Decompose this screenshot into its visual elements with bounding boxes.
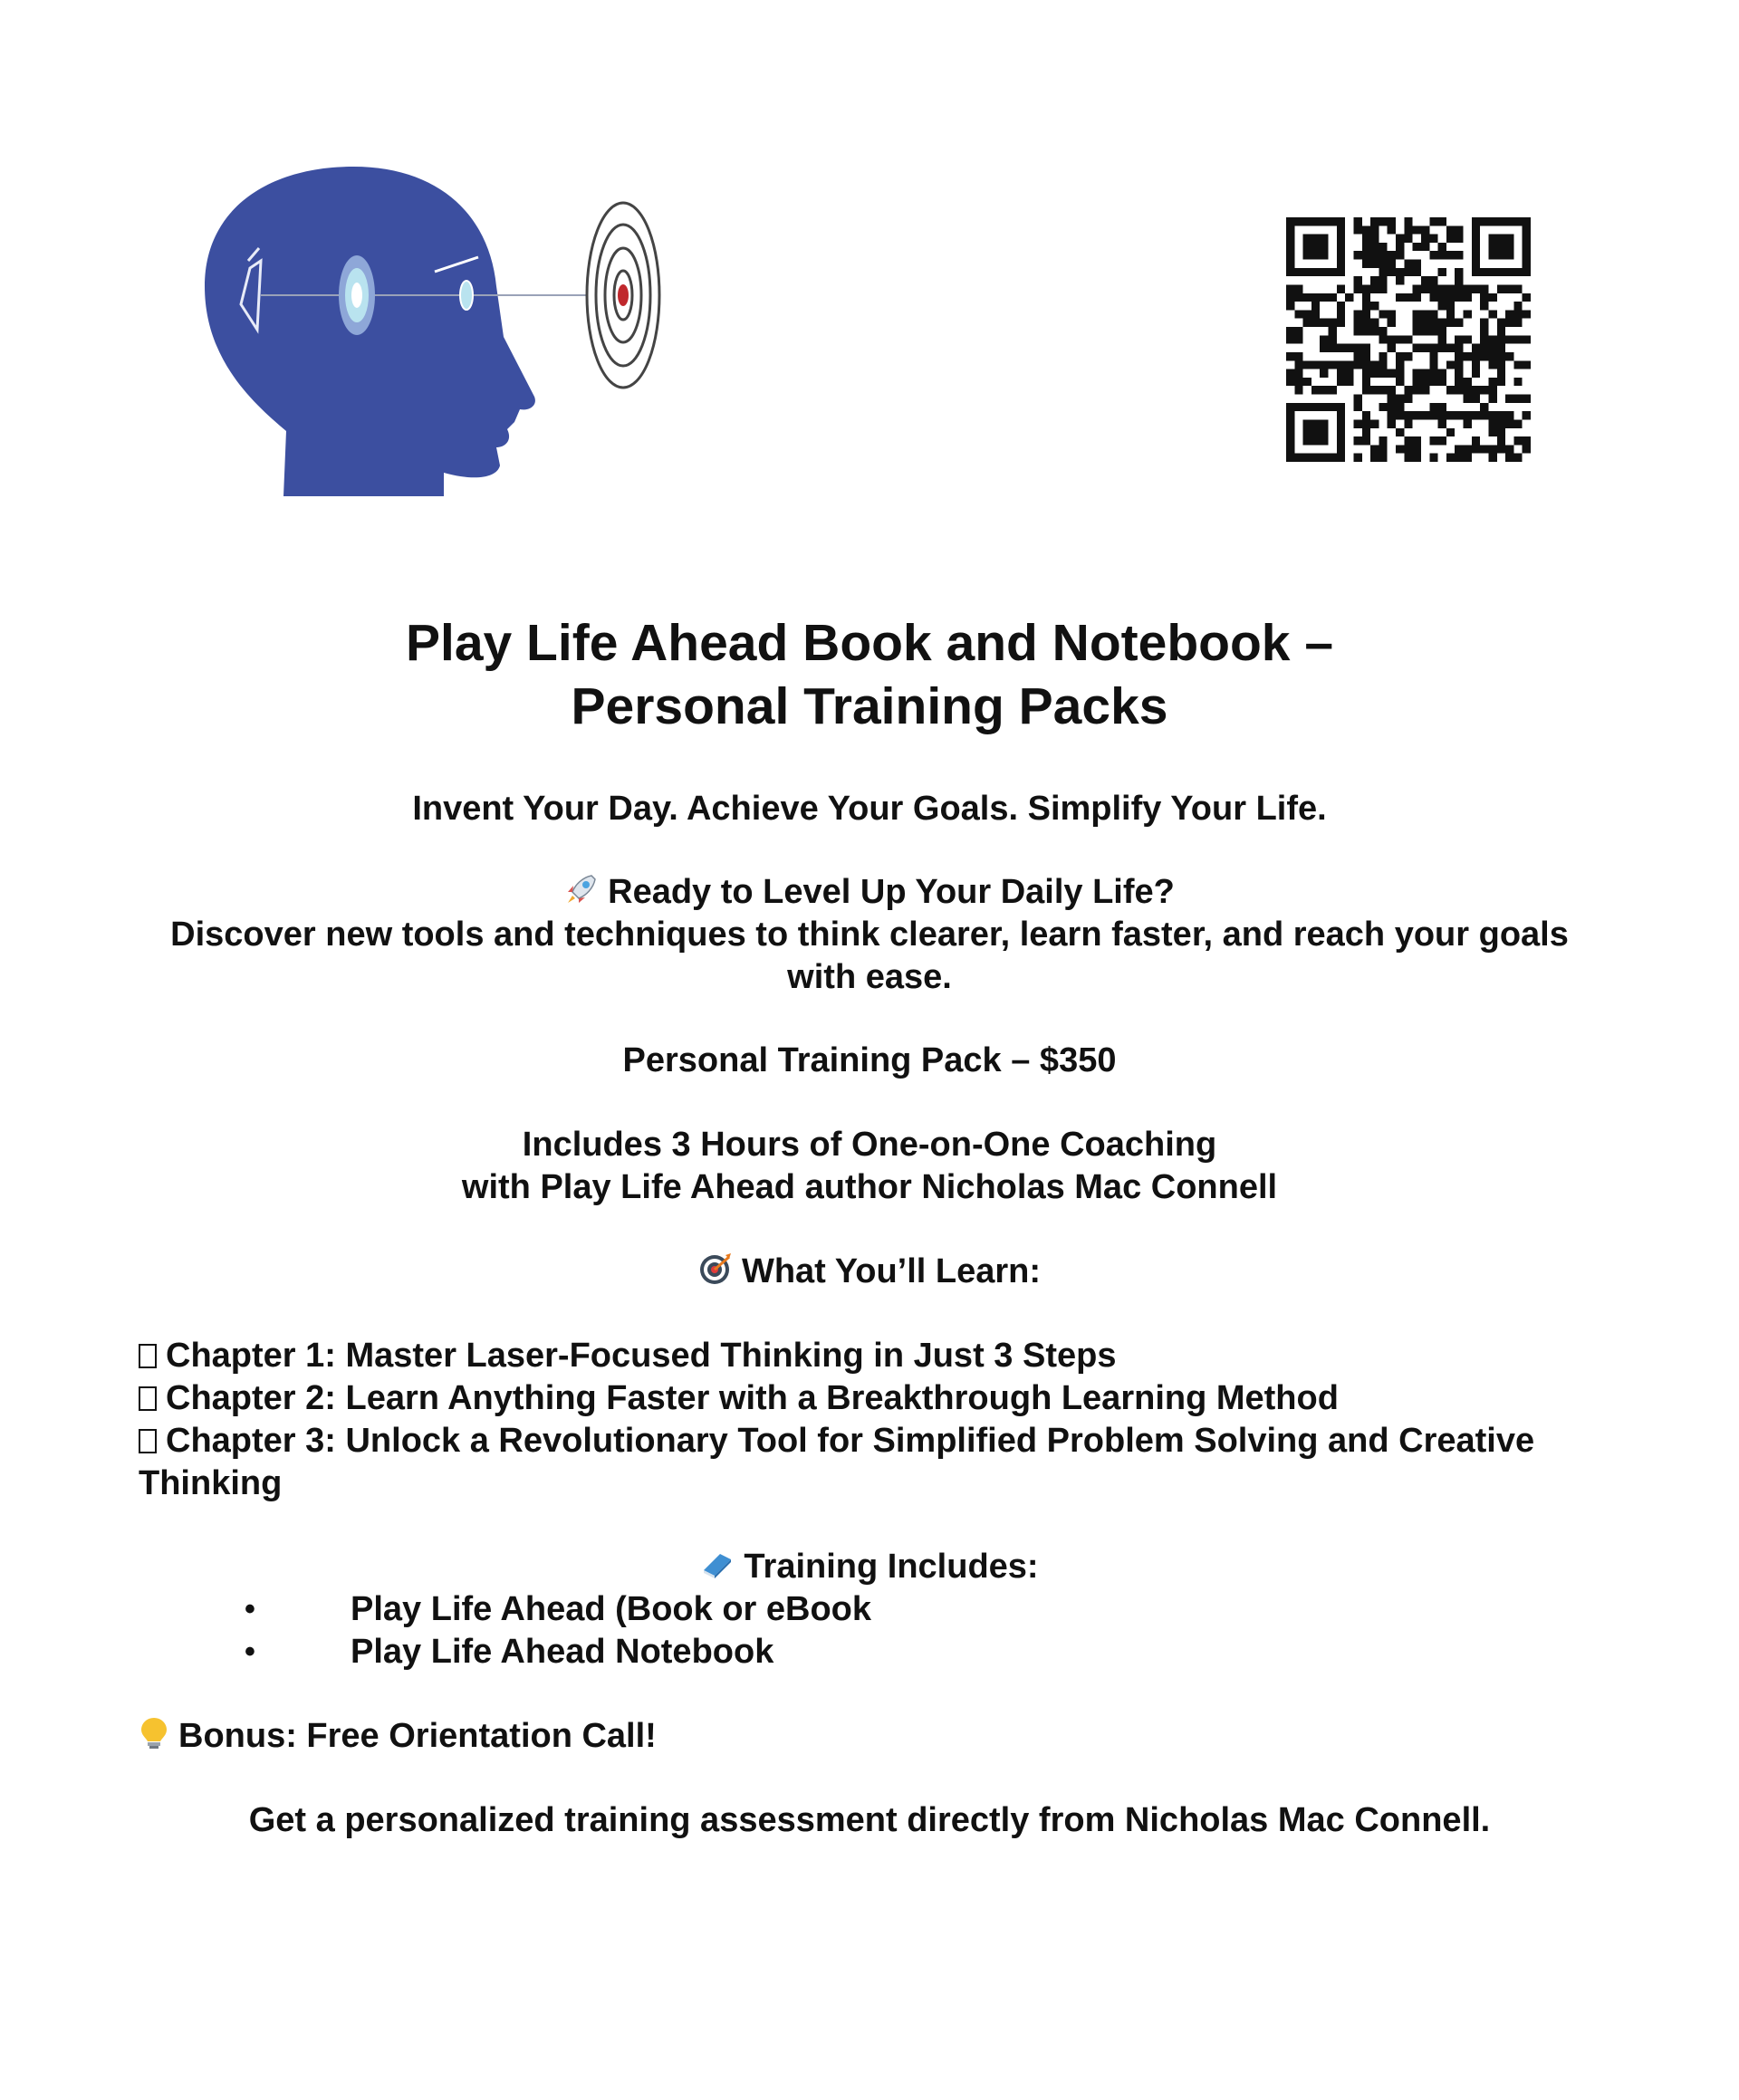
rocket-icon (564, 872, 599, 906)
chapter-text: Chapter 1: Master Laser-Focused Thinking in Just 3 Steps (166, 1337, 1117, 1375)
dart-target-icon (698, 1251, 733, 1286)
training-item-text: Play Life Ahead Notebook (351, 1633, 774, 1671)
chapter-text: Chapter 3: Unlock a Revolutionary Tool for Simplified Problem Solving and Creative (166, 1422, 1535, 1460)
qr-code-icon[interactable] (1286, 217, 1531, 462)
ready-heading-text: Ready to Level Up Your Daily Life? (608, 873, 1175, 911)
ready-body-line-2: with ease. (787, 958, 952, 996)
chapter-item (139, 1420, 1606, 1462)
chapter-item (139, 1335, 1606, 1377)
title-line-1: Play Life Ahead Book and Notebook – (405, 614, 1334, 672)
learn-heading-text: What You’ll Learn: (741, 1252, 1042, 1290)
bonus-heading-text: Bonus: Free Orientation Call! (178, 1717, 657, 1755)
includes-line-1: Includes 3 Hours of One-on-One Coaching (522, 1126, 1217, 1164)
assessment-line: Get a personalized training assessment directly from Nicholas Mac Connell. (248, 1801, 1491, 1839)
missing-glyph-box-icon (139, 1344, 157, 1368)
training-heading-text: Training Includes: (744, 1548, 1039, 1586)
title-line-2: Personal Training Packs (571, 677, 1168, 735)
book-icon (700, 1547, 735, 1581)
missing-glyph-box-icon (139, 1429, 157, 1453)
ready-body-line-1: Discover new tools and techniques to think clearer, learn faster, and reach your goals (170, 916, 1569, 954)
training-heading (136, 1546, 1603, 1588)
pack-price: Personal Training Pack – $350 (622, 1041, 1117, 1079)
chapter-list (139, 1335, 1606, 1505)
head-target-logo-icon (197, 159, 687, 502)
chapter-item (139, 1377, 1606, 1420)
bullet-icon: • (245, 1592, 255, 1626)
chapter-text: Chapter 2: Learn Anything Faster with a Breakthrough Learning Method (166, 1379, 1339, 1417)
ready-heading (136, 871, 1603, 914)
chapter-item-continued: Thinking (139, 1464, 283, 1502)
training-item-text: Play Life Ahead (Book or eBook (351, 1590, 872, 1628)
missing-glyph-box-icon (139, 1386, 157, 1411)
learn-heading (136, 1251, 1603, 1293)
page-title (136, 611, 1603, 738)
tagline: Invent Your Day. Achieve Your Goals. Simplify Your Life. (412, 790, 1327, 828)
bullet-icon: • (245, 1635, 255, 1669)
bonus-heading (139, 1715, 1606, 1758)
lightbulb-icon (139, 1716, 169, 1750)
includes-line-2: with Play Life Ahead author Nicholas Mac Connell (461, 1168, 1278, 1206)
